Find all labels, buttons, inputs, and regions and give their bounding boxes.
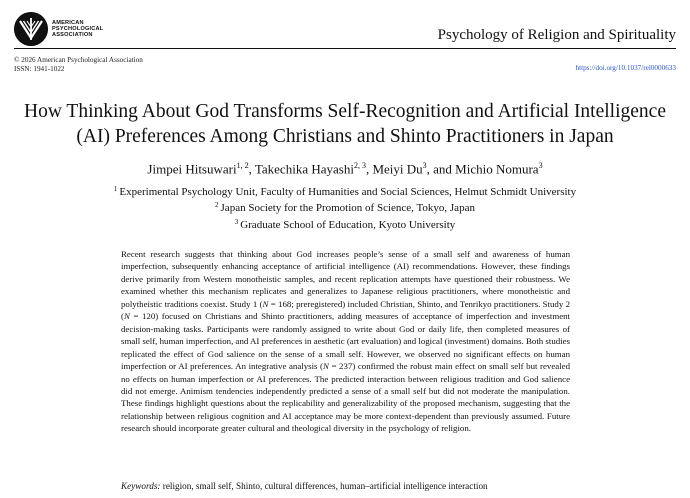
issn-line: ISSN: 1941-1022 — [14, 64, 65, 73]
sample-size-label: N — [323, 361, 329, 372]
author-name: Michio Nomura — [455, 161, 539, 177]
author-list — [0, 161, 690, 177]
abstract-segment: = 120) focused on Christians and Shinto practitioners, adding measures of acceptance of imperfection and investment decision-making tasks. Participants were randomly assigned to write about God or daily life, then completed measures of small self, human imperfection, and AI preferences in aesthetic (art evaluation) and logical (investment) domains. Both studies replicated the effect of God salience on the sense of a small self. However, we observed no significant effects on human imperfection or AI preferences. An integrative analysis ( — [121, 311, 570, 372]
affiliation-text: Experimental Psychology Unit, Faculty of Humanities and Social Sciences, Helmut Schmidt University — [119, 186, 577, 198]
abstract-text — [121, 248, 570, 435]
author-affil-sup: 2, 3 — [353, 161, 366, 170]
doi-link[interactable]: https://doi.org/10.1037/rel0000633 — [575, 64, 676, 72]
affiliation-number: 1 — [113, 185, 118, 193]
author-affil-sup: 1, 2 — [236, 161, 249, 170]
apa-logo-text — [52, 20, 103, 39]
author-affil-sup: 3 — [538, 161, 543, 170]
title-line-1: How Thinking About God Transforms Self-Recognition and Artificial Intelligence — [24, 101, 666, 122]
keywords-line — [121, 481, 488, 491]
author-name: Jimpei Hitsuwari — [147, 161, 237, 177]
author-separator: , — [365, 161, 373, 177]
affiliation-number: 3 — [234, 217, 239, 226]
affiliation-text: Graduate School of Education, Kyoto University — [240, 218, 456, 231]
sample-size-label: N — [123, 311, 130, 322]
keywords-label: Keywords: — [121, 481, 161, 491]
affiliation-list — [0, 183, 690, 232]
copyright-block — [14, 56, 143, 73]
abstract-segment: = 237) confirmed the robust main effect on small self but revealed no effects on human imperfection or AI preferences. The predicted interaction between religious tradition and God salience did not emerge. Animism tendencies independently predicted a sense of a small self but did not moderate the manipulation. These findings highlight questions about the replicability and generalizability of the proposed mechanism, suggesting that the relationship between religious cognition and AI acceptance may be more context-dependent than previously assumed. Future research should incorporate greater cultural and theological diversity in the psychology of religion. — [121, 361, 570, 434]
logo-line-1: AMERICAN — [52, 19, 84, 26]
journal-title: Psychology of Religion and Spirituality — [437, 27, 676, 43]
abstract-segment: = 168; preregistered) included Christian, Shinto, and Tenrikyo practitioners. Study 2 ( — [121, 298, 571, 322]
affiliation-item — [0, 183, 690, 199]
header-divider — [14, 48, 676, 49]
apa-logo — [14, 12, 103, 46]
article-title — [0, 100, 690, 149]
sample-size-label: N — [262, 298, 269, 309]
keywords-list: religion, small self, Shinto, cultural differences, human–artificial intelligence interaction — [162, 481, 488, 491]
affiliation-text: Japan Society for the Promotion of Science, Tokyo, Japan — [220, 202, 475, 215]
author-name: Takechika Hayashi — [254, 161, 354, 177]
author-separator: , — [248, 161, 255, 177]
author-affil-sup: 3 — [422, 161, 427, 170]
title-line-2: (AI) Preferences Among Christians and Shinto Practitioners in Japan — [76, 125, 614, 147]
author-name: Meiyi Du — [372, 161, 423, 177]
apa-logo-icon — [14, 12, 48, 46]
author-separator: , and — [426, 161, 456, 177]
affiliation-item — [0, 199, 690, 215]
affiliation-item — [0, 216, 690, 232]
logo-line-2: PSYCHOLOGICAL — [52, 25, 104, 32]
affiliation-number: 2 — [215, 201, 219, 210]
abstract-segment: Recent research suggests that thinking about God increases people’s sense of a small self and awareness of human imperfection, subsequently enhancing acceptance of artificial intelligence (AI) recommendations. However, these findings derive primarily from Western monotheistic samples, and recent replication attempts have questioned their robustness. We examined whether this mechanism replicates and generalizes to Japanese religious practitioners, where monotheistic and polytheistic traditions coexist. Study 1 ( — [121, 249, 570, 309]
copyright-line: © 2026 American Psychological Association — [14, 56, 143, 64]
logo-line-3: ASSOCIATION — [52, 32, 93, 39]
